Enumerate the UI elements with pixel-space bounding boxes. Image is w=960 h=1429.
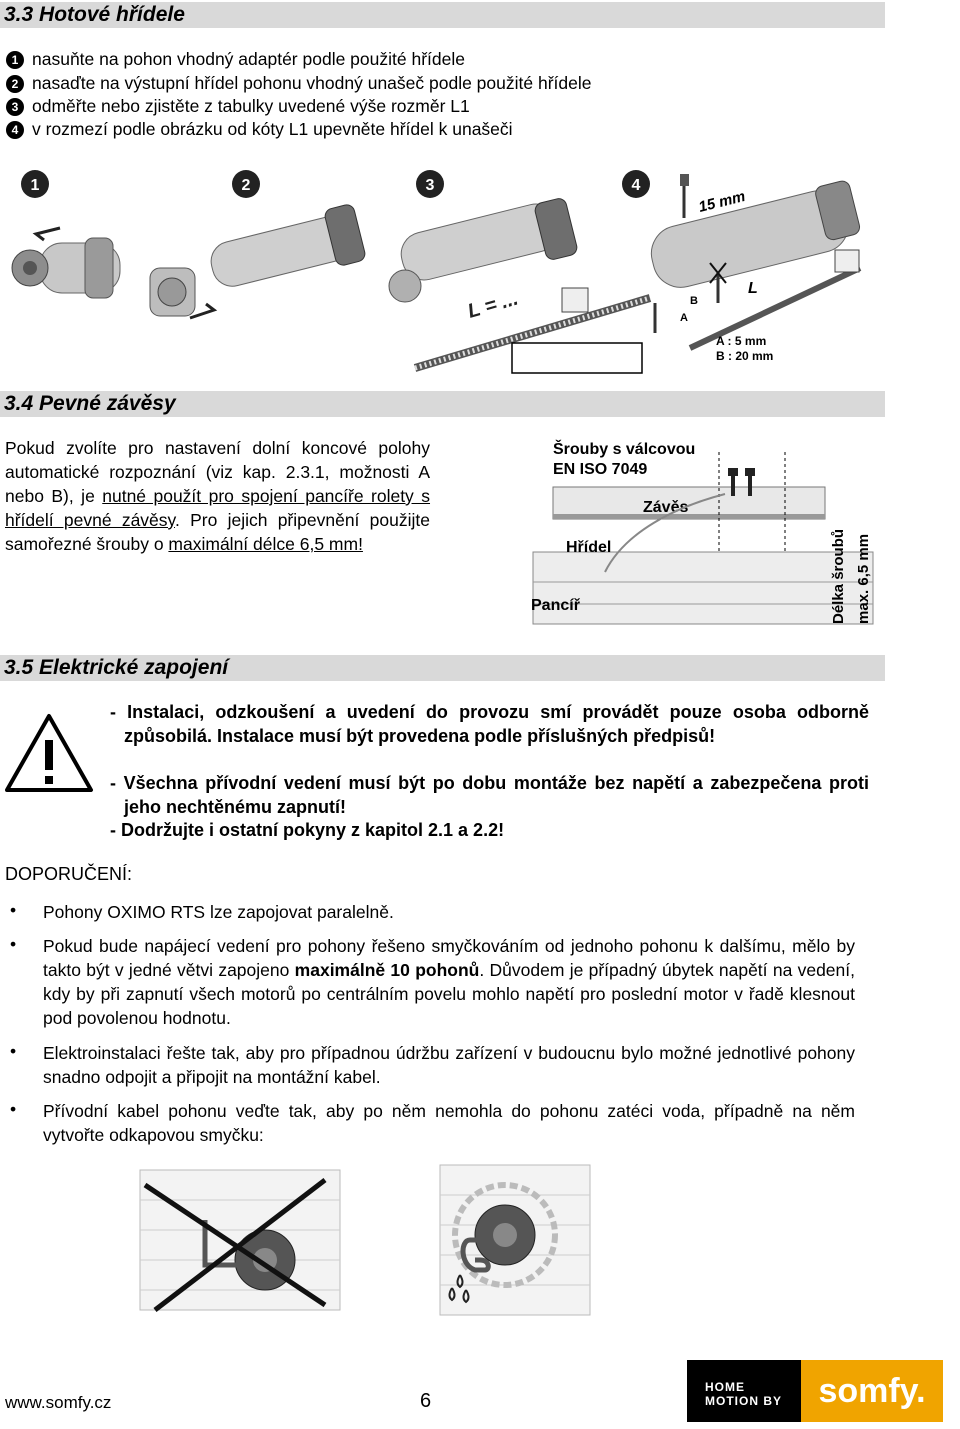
warning-line-3: - Dodržujte i ostatní pokyny z kapitol 2.1 a 2.2! [110,820,505,840]
bullet-marker: • [10,1041,17,1061]
step-number-2: 2 [6,75,24,93]
label-shaft: Hřídel [566,539,612,556]
step-1 [6,48,465,70]
somfy-logo [687,1360,943,1422]
svg-text:L = ...: L = ... [465,287,521,323]
label-en-iso: EN ISO 7049 [553,461,648,478]
somfy-brand-mark: somfy. [801,1360,943,1422]
step-text-4: v rozmezí podle obrázku od kóty L1 upevněte hřídel k unašeči [32,119,513,139]
fixed-hinges-underlined-2: maximální délce 6,5 mm! [168,534,363,554]
label-armour: Pancíř [531,597,580,614]
drive-measuring-illustration [389,197,650,373]
svg-text:A: A [680,312,688,324]
drive-with-adapter-illustration [12,228,120,298]
warning-triangle-icon [3,710,95,794]
recommendation-bullet-3: Elektroinstalaci řešte tak, aby pro případnou údržbu zařízení v budoucnu bylo možné jednotlivé pohony snadno odpojit a připojit na montážní kabel. [43,1043,855,1087]
step-text-3: odměřte nebo zjistěte z tabulky uvedené výše rozměr L1 [32,96,470,116]
svg-text:B: B [690,295,698,307]
warning-line-2: - Všechna přívodní vedení musí být po dobu montáže bez napětí a zabezpečena proti jeho nechtěnému zapnutí! [110,773,869,817]
recommendation-bullet-4: Přívodní kabel pohonu veďte tak, aby po něm nemohla do pohonu zatéci voda, případně na něm vytvořte odkapovou smyčku: [43,1101,855,1145]
recommendation-bullet-1: Pohony OXIMO RTS lze zapojovat paralelně. [43,902,394,922]
footer-url-link[interactable]: www.somfy.cz [5,1393,112,1412]
cable-wrong-illustration [140,1170,340,1310]
figure-badge-3 [416,170,444,198]
svg-text:B : 20 mm: B : 20 mm [716,349,774,363]
label-screw-length: Délka šroubů [830,528,847,624]
section-heading-elektricke-zapojeni: 3.5 Elektrické zapojení [0,655,885,681]
svg-text:L: L [748,280,758,297]
fixed-hinges-underlined-1: nutné použít pro spojení pancíře rolety s hřídelí pevné závěsy [5,486,431,530]
figure-badge-2 [232,170,260,198]
step-text-1: nasuňte na pohon vhodný adaptér podle použité hřídele [32,49,465,69]
step-4 [6,118,513,140]
svg-text:15 mm: 15 mm [696,187,748,216]
section-heading-pevne-zavesy: 3.4 Pevné závěsy [0,391,885,417]
step-number-1: 1 [6,51,24,69]
home-motion-line-2: MOTION BY [705,1394,782,1408]
page-number: 6 [420,1390,432,1412]
home-motion-logo [687,1360,801,1422]
bullet-marker: • [10,934,17,954]
shaft-assembly-figure [0,158,885,383]
svg-text:4: 4 [631,177,641,194]
step-2 [6,72,592,94]
bullet-marker: • [10,1099,17,1119]
label-screw-max: max. 6,5 mm [855,533,872,624]
step-text-2: nasaďte na výstupní hřídel pohonu vhodný unašeč podle použité hřídele [32,73,592,93]
section-heading-hotove-hridele: 3.3 Hotové hřídele [0,2,885,28]
fixed-hinges-paragraph [5,436,430,556]
fixed-hinge-figure [525,432,885,632]
figure-badge-1 [21,170,49,198]
label-hinge: Závěs [643,499,689,516]
label-screws: Šrouby s válcovou [553,441,696,458]
step-number-4: 4 [6,121,24,139]
figure-badge-4 [622,170,650,198]
bullet-2-text-a: Pokud bude napájecí vedení pro pohony řešeno smyčkováním od jednoho pohonu k dalšímu, mělo by takto být v jedné větvi zapojeno [43,936,855,980]
bullet-marker: • [10,900,17,920]
step-number-3: 3 [6,98,24,116]
drip-loop-figure [130,1160,600,1325]
bullet-2-bold: maximálně 10 pohonů [294,960,480,980]
shaft-mounting-illustration [645,174,861,363]
recommendation-bullet-2 [43,934,855,1030]
svg-text:A : 5 mm: A : 5 mm [716,334,767,348]
svg-text:2: 2 [241,177,251,194]
bullet-2-text-b: . Důvodem je případný úbytek napětí na vedení, kdy by při zapnutí všech motorů po centrálním povelu mohlo napětí pro poslední motor v řadě klesnout pod povolenou hodnotu. [43,960,856,1028]
recommendation-heading: DOPORUČENÍ: [5,864,133,884]
cable-drip-loop-illustration [440,1165,590,1315]
svg-text:3: 3 [425,177,435,194]
home-motion-line-1: HOME [705,1380,745,1394]
step-3 [6,95,470,117]
drive-with-driver-illustration [150,203,367,318]
fixed-hinges-text-a: Pokud zvolíte pro nastavení dolní koncové polohy automatické rozpoznání (viz kap. 2.3.1, možnosti A nebo B), je [5,438,430,506]
svg-text:1: 1 [30,177,40,194]
warning-line-1: - Instalaci, odzkoušení a uvedení do provozu smí provádět pouze osoba odborně způsobilá. Instalace musí být provedena podle příslušných předpisů! [110,702,869,746]
fixed-hinges-text-b: . Pro jejich připevnění použijte samořezné šrouby o [5,510,430,554]
